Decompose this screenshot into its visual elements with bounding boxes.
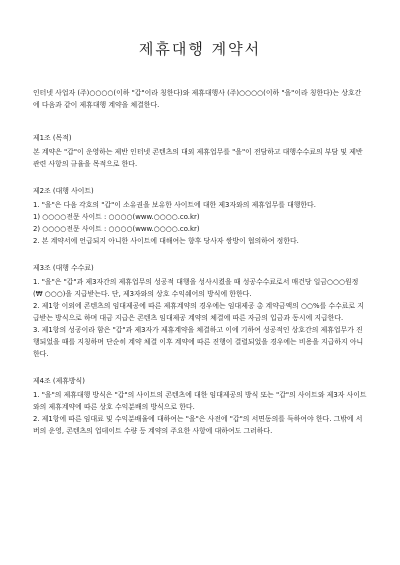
article-3-line-3: 3. 제1항의 성공이라 함은 "갑"과 제3자가 제휴계약을 체결하고 이에 기하여 성공적인 상호간의 제휴업무가 진행되었을 때를 지칭하며 단순히 계약 체결 이후 계약에 따른 진행이 결렬되었을 경우에는 비용을 지급하지 아니한다. (33, 326, 364, 358)
article-2-heading: 제2조 (대행 사이트) (33, 187, 94, 195)
article-3-line-1: 1. "을"은 "갑"과 제3자간의 제휴업무의 성공적 대행을 성사시켰을 때 성공수수료로서 매건당 일금○○○원정(₩ ○○○)을 지급받는다. 단, 제3자와의 상호 수익쉐어의 방식에 한한다. (33, 278, 359, 298)
article-2-line-3: 2) ○○○○전문 사이트 : ○○○○(www.○○○○.co.kr) (33, 225, 200, 233)
article-4 (33, 375, 367, 437)
article-2-line-2: 1) ○○○○전문 사이트 : ○○○○(www.○○○○.co.kr) (33, 213, 200, 221)
article-3 (33, 262, 367, 360)
article-3-heading: 제3조 (대행 수수료) (33, 264, 94, 272)
article-2 (33, 185, 367, 247)
intro-paragraph: 인터넷 사업자 (주)○○○○(이하 "갑"이라 칭한다)와 제휴대행사 (주)○○○○(이하 "을"이라 칭한다)는 상호간에 다음과 같이 제휴대행 계약을 체결한다. (33, 89, 362, 109)
article-1-line-1: 본 계약은 "갑"이 운영하는 제반 인터넷 콘텐츠의 대외 제휴업무를 "을"이 전담하고 대행수수료의 부담 및 제반 관련 사항의 규율을 목적으로 한다. (33, 148, 365, 168)
article-3-line-2: 2. 제1항 이외에 콘텐츠의 임대제공에 따른 제휴계약의 경우에는 임대제공 총 계약금액의 ○○%를 수수료로 지급받는 방식으로 하며 대금 지급은 콘텐츠 임대제공 계약의 체결에 따른 자금의 입금과 동시에 지급한다. (33, 302, 364, 322)
document-title: 제휴대행 계약서 (138, 40, 262, 58)
article-2-line-1: 1. "을"은 다음 각호의 "갑"이 소유권을 보유한 사이트에 대한 제3자와의 제휴업무를 대행한다. (33, 201, 316, 209)
article-4-line-2: 2. 제1항에 따른 임대료 및 수익분배율에 대하여는 "을"은 사전에 "갑"의 서면동의를 득하여야 한다. 그밖에 서버의 운영, 콘텐츠의 업데이트 수량 등 계약의 주요한 사항에 대하여도 그러하다. (33, 415, 363, 435)
article-4-heading: 제4조 (제휴방식) (33, 377, 85, 385)
article-4-line-1: 1. "을"의 제휴대행 방식은 "갑"의 사이트의 콘텐츠에 대한 임대제공의 방식 또는 "갑"의 사이트와 제3자 사이트와의 제휴계약에 따른 상호 수익분배의 방식으로 한다. (33, 391, 367, 411)
article-1-heading: 제1조 (목적) (33, 134, 72, 142)
article-2-line-4: 2. 본 계약서에 언급되지 아니한 사이트에 대해여는 향후 당사자 쌍방이 협의하여 정한다. (33, 237, 299, 245)
article-1 (33, 132, 367, 170)
